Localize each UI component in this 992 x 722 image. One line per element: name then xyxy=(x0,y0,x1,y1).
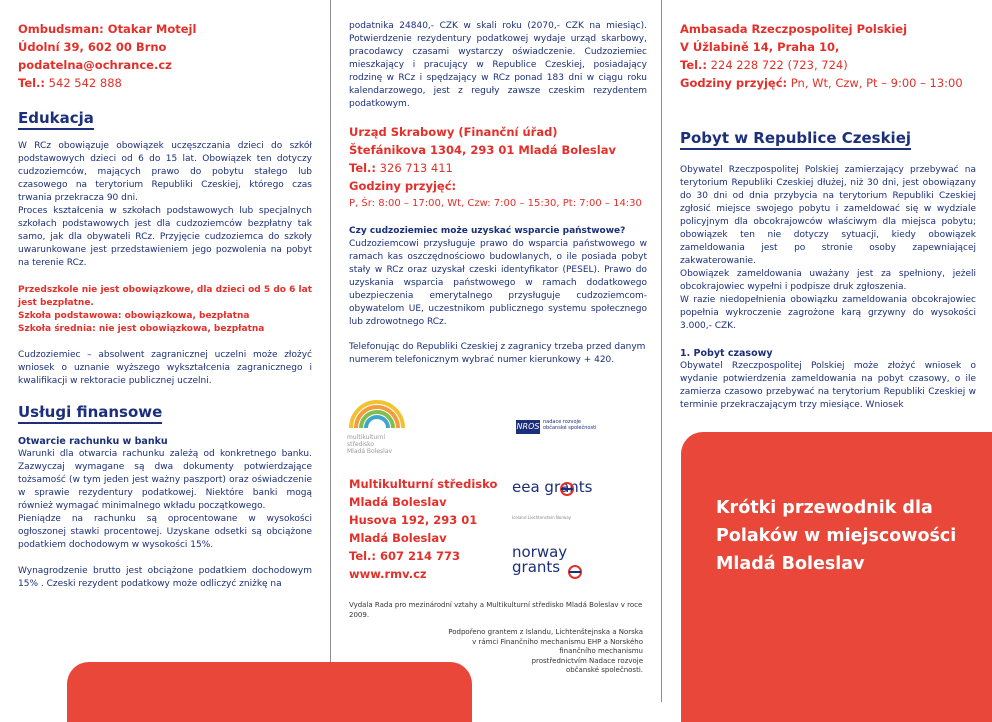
edukacja-p3: Cudzoziemiec – absolwent zagranicznej uczelni może złożyć wniosek o uznanie wyższego wykształcenia zagranicznego i kwalifikacji w rektoracie publicznej uczelni. xyxy=(18,350,312,386)
logo-line-3: Mladá Boleslav xyxy=(347,448,393,455)
nadace-text: nadace rozvoje občanské společnosti xyxy=(543,419,597,431)
uslugi-subheading: Otwarcie rachunku w banku xyxy=(18,436,168,447)
podporeno-line-2: v rámci Finančního mechanismu EHP a Norského xyxy=(472,637,643,646)
norway-grants-text: norway grants xyxy=(512,543,568,576)
urzad-hours-label: Godziny przyjęć: xyxy=(349,179,457,193)
column-middle xyxy=(331,0,661,702)
ambasada-hours: Pn, Wt, Czw, Pt – 9:00 – 13:00 xyxy=(787,76,963,90)
wsparcie-question: Czy cudzoziemiec może uzyskać wsparcie państwowe? xyxy=(349,226,626,236)
pobyt-p4: Obywatel Rzeczpospolitej Polskiej może złożyć wniosek o wydanie potwierdzenia zameldowania na pobyt czasowy, o ile zamierza czasowo przebywać na terytorium Republiki Czeskiej w terminie przekraczającym trzy miesiące. Wniosek xyxy=(680,361,976,410)
nadace-logo xyxy=(516,418,602,438)
norway-grants-logo xyxy=(512,545,612,585)
norway-swirl-icon xyxy=(566,563,584,581)
nros-icon: NROS xyxy=(516,420,540,434)
highlight-przedszkole: Przedszkole nie jest obowiązkowe, dla dzieci od 5 do 6 lat jest bezpłatne. xyxy=(18,285,312,308)
uslugi-p2: Pieniądze na rachunku są oprocentowane w wysokości ogłoszonej stawki procentowej. Uzyskane odsetki są obciążone podatkiem dochodowym w wysokości 15%. xyxy=(18,514,312,550)
wsparcie-text xyxy=(349,238,647,329)
eea-grants-text: eea grants xyxy=(512,478,593,496)
tel-label: Tel.: xyxy=(349,549,377,563)
ombudsman-address: Údolní 39, 602 00 Brno xyxy=(18,40,167,54)
section-heading-uslugi: Usługi finansowe xyxy=(18,403,162,424)
ambasada-address: V Úžlabině 14, Praha 10, xyxy=(680,40,840,54)
section-heading-edukacja: Edukacja xyxy=(18,109,94,130)
tel-label: Tel.: xyxy=(680,58,708,72)
telefon-note xyxy=(349,341,647,367)
podporeno-line-1: Podpořeno grantem z Islandu, Lichtenštejnska a Norska xyxy=(448,628,643,636)
urzad-address: Štefánikova 1304, 293 01 Mladá Boleslav xyxy=(349,143,616,157)
section-heading-pobyt: Pobyt w Republice Czeskiej xyxy=(680,129,911,150)
podporeno-line-5: občanské společnosti. xyxy=(565,666,643,674)
urzad-tel: 326 713 411 xyxy=(376,161,453,175)
rmv-web[interactable]: www.rmv.cz xyxy=(349,567,427,581)
edukacja-p2: Proces kształcenia w szkołach podstawowych lub specjalnych szkołach podstawowych jest dla cudzoziemców bezpłatny tak samo, jak dla obywateli RCz. Przyjęcie cudzoziemca do szkoły uwarunkowane jest przedstawieniem jego pozwolenia na pobyt na terenie RCz. xyxy=(18,206,312,268)
wsparcie-p1: Cudzoziemcowi przysługuje prawo do wsparcia państwowego w ramach kas oszczędnościowo budowlanych, o ile posiada pobyt stały w RCz oraz uzyskał czeski identyfikator (PESEL). Prawo do uzyskania wsparcia państwowego w ramach dodatkowego ubezpieczenia emerytalnego przysługuje cudzoziemcom-obywatelom UE, uczestnikom publicznego systemu społecznego lub zdrowotnego RCz. xyxy=(349,239,647,327)
rmv-city: Mladá Boleslav xyxy=(349,495,447,509)
pobyt-czasowy-text xyxy=(680,360,976,412)
rmv-name: Multikulturní středisko xyxy=(349,477,498,491)
vydala-text: Vydala Rada pro mezinárodní vztahy a Multikulturní středisko Mladá Boleslav v roce 2009. xyxy=(349,601,643,619)
highlight-szkola-podstawowa: Szkoła podstawowa: obowiązkowa, bezpłatna xyxy=(18,311,250,321)
telefon-text: Telefonując do Republiki Czeskiej z zagranicy trzeba przed danym numerem telefonicznym wybrać numer kierunkowy + 420. xyxy=(349,342,646,365)
uslugi-p3: Wynagrodzenie brutto jest obciążone podatkiem dochodowym 15% . Czeski rezydent podatkowy może odliczyć zniżkę na xyxy=(18,566,312,589)
podatki-p: podatnika 24840,- CZK w skali roku (2070,- CZK na miesiąc). Potwierdzenie rezydentury podatkowej wydaje urząd skarbowy, pracodawcy czasami wystarczy oświadczenie. Cudzoziemiec mieszkający i pracujący w Republice Czeskiej, posiadający rodzinę w RCz i spędzający w RCz ponad 183 dni w ciągu roku kalendarzowego, jest z reguły zawsze czeskim rezydentem podatkowym. xyxy=(349,21,647,109)
pobyt-p3: W razie niedopełnienia obowiązku zameldowania obcokrajowiec popełnia wykroczenie zagrożone karą grzywny do wysokości 3.000,- CZK. xyxy=(680,295,976,331)
eea-grants-logo xyxy=(512,480,612,530)
rmv-street: Husova 192, 293 01 xyxy=(349,513,478,527)
ombudsman-name: Ombudsman: Otakar Motejl xyxy=(18,22,197,36)
ambasada-name: Ambasada Rzeczpospolitej Polskiej xyxy=(680,22,908,36)
rmv-city2: Mladá Boleslav xyxy=(349,531,447,545)
hours-label: Godziny przyjęć: xyxy=(680,76,788,90)
eea-small-text: Iceland Liechtenstein Norway xyxy=(512,515,572,520)
highlight-szkola-srednia: Szkoła średnia: nie jest obowiązkowa, bezpłatna xyxy=(18,324,265,334)
logo-line-1: multikulturní xyxy=(347,434,386,441)
podporeno-line-3: finančního mechanismu xyxy=(559,647,643,655)
ambasada-tel: 224 228 722 (723, 724) xyxy=(707,58,848,72)
rmv-contact xyxy=(349,475,497,583)
tel-label: Tel.: xyxy=(349,161,377,175)
urzad-contact xyxy=(349,123,647,213)
rainbow-icon xyxy=(347,398,407,430)
cover-title-line-2: Polaków w miejscowości xyxy=(716,526,957,546)
urzad-hours: P, Śr: 8:00 – 17:00, Wt, Czw: 7:00 – 15:30, Pt: 7:00 – 14:30 xyxy=(349,198,642,209)
podatki-text xyxy=(349,20,647,111)
logo-line-2: středisko xyxy=(347,441,375,448)
uslugi-p1: Warunki dla otwarcia rachunku zależą od konkretnego banku. Zazwyczaj wymagane są dwa dokumenty potwierdzające tożsamość (w tym jeden jest ważny paszport) oraz oświadczenie w sprawie rezydentury podatkowej. Niektóre banki mogą również wymagać minimalnego wkładu początkowego. xyxy=(18,449,312,511)
pobyt-text xyxy=(680,164,976,333)
podporeno-line-4: prostřednictvím Nadace rozvoje xyxy=(531,656,643,665)
cover-title-line-1: Krótki przewodnik dla xyxy=(716,498,933,518)
edukacja-p1: W RCz obowiązuje obowiązek uczęszczania dzieci do szkół podstawowych dzieci od 6 do 15 lat. Obowiązek ten dotyczy cudzoziemców, mających prawo do pobytu stałego lub czasowego na terytorium Republiki Czeskiej, którego czas trwania przekracza 90 dni. xyxy=(18,141,312,203)
rmv-tel: 607 214 773 xyxy=(376,549,461,563)
ombudsman-tel: 542 542 888 xyxy=(45,76,122,90)
edukacja-text xyxy=(18,140,312,270)
column-left xyxy=(0,0,330,702)
edukacja-highlights xyxy=(18,284,312,336)
ombudsman-email[interactable]: podatelna@ochrance.cz xyxy=(18,58,172,72)
pobyt-p2: Obowiązek zameldowania uważany jest za spełniony, jeżeli obcokrajowiec wypełni i podpisze druk zgłoszenia. xyxy=(680,269,976,292)
ambasada-contact xyxy=(680,20,976,92)
cover-title-line-3: Mladá Boleslav xyxy=(716,554,865,574)
ombudsman-contact xyxy=(18,20,312,92)
footer-red-band xyxy=(67,662,472,722)
uslugi-text xyxy=(18,448,312,591)
cover-title xyxy=(716,494,976,578)
tel-label: Tel.: xyxy=(18,76,46,90)
eea-swirl-icon xyxy=(558,480,576,498)
urzad-name: Urząd Skrabowy (Finanční úřad) xyxy=(349,125,558,139)
multikulturni-logo xyxy=(347,398,437,468)
pobyt-p1: Obywatel Rzeczpospolitej Polskiej zamierzający przebywać na terytorium Republiki Czeskiej dłużej, niż 30 dni, jest obowiązany do 30 dni od dnia przybycia na terytorium Republiki Czeskiej zgłosić miejsce swojego pobytu i zameldować się w wydziale policyjnym dla obcokrajowców właściwym dla miejsca pobytu; obowiązek ten nie dotyczy sytuacji, kiedy obowiązek zameldowania jest po stronie osoby zapewniającej zakwaterowanie. xyxy=(680,165,976,266)
pobyt-czasowy-heading: 1. Pobyt czasowy xyxy=(680,348,773,359)
